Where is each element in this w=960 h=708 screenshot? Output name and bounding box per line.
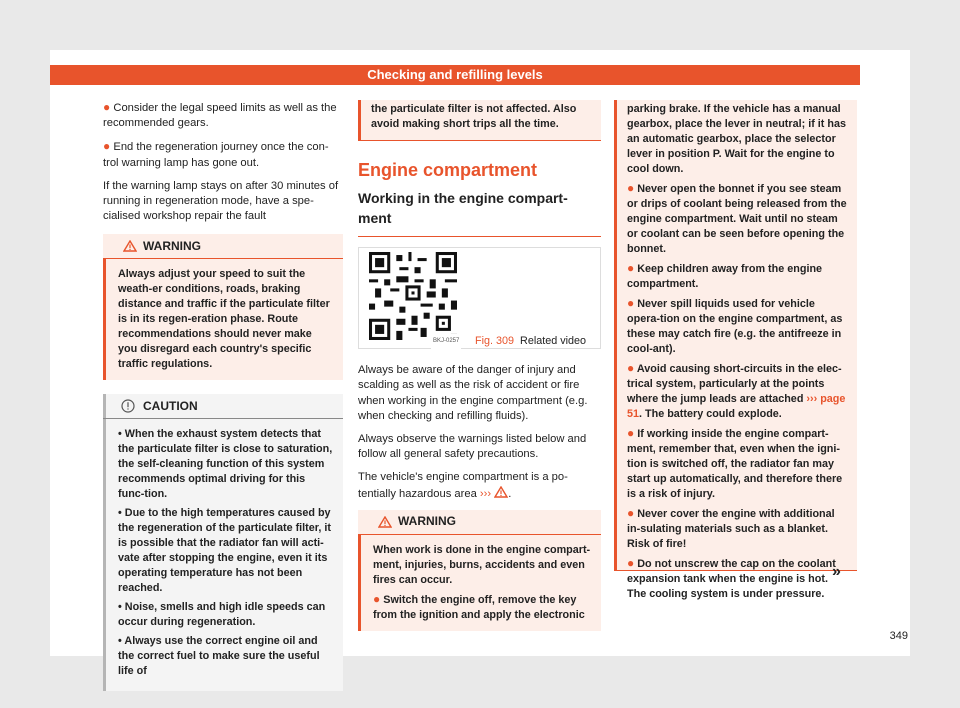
paragraph: The vehicle's engine compartment is a po-tentially hazardous area ››› .: [358, 471, 568, 500]
bullet-icon: ●: [103, 139, 111, 154]
figure-code: BKJ-0257: [431, 334, 461, 349]
list-item: • Always use the correct engine oil and the correct fuel to make sure the useful life of: [118, 635, 320, 678]
list-item: ● Consider the legal speed limits as well as the recommended gears.: [103, 100, 337, 130]
figure: [358, 247, 601, 349]
list-item: ● Never open the bonnet if you see steam or drips of coolant being released from the engine compartment. Wait until no steam or coolant can be seen before opening the bonnet.: [627, 181, 847, 255]
warning-text: When work is done in the engine compart-ment, injuries, burns, accidents and even fires can occur. ● Switch the engine off, remove the key from the ignition and apply the electronic: [373, 543, 591, 621]
list-item: ● Switch the engine off, remove the key from the ignition and apply the electronic: [373, 591, 585, 621]
list-item: ● Do not unscrew the cap on the coolant expansion tank when the engine is hot. The cooling system is under pressure.: [627, 556, 836, 600]
paragraph: Always be aware of the danger of injury and scalding as well as the risk of accident or fire when working in the engine compartment (e.g. when checking and refilling fluids).: [358, 364, 588, 422]
list-item: • Due to the high temperatures caused by the regeneration of the particulate filter, it is possible that the radiator fan will acti-vate after stopping the engine, even it its operating temperature has not been reached.: [118, 507, 331, 595]
info-circle-icon: [121, 399, 135, 413]
caution-text: [106, 419, 343, 679]
warning-header: WARNING: [358, 510, 601, 535]
list-item: • When the exhaust system detects that the particulate filter is close to saturation, the self-cleaning function of this system recommends optimal driving for this func-tion.: [118, 428, 333, 501]
page-header: Checking and refilling levels: [50, 65, 860, 85]
paragraph: Always observe the warnings listed below and follow all general safety precautions.: [358, 433, 587, 461]
list-item: • Noise, smells and high idle speeds can occur during regeneration.: [118, 601, 326, 629]
warning-text: Always adjust your speed to suit the weath-er conditions, roads, braking distance and traffic if the particulate filter is in its regen-eration phase. Route recommendations should never make you disregard each country's specific traffic regulations.: [118, 268, 330, 371]
warning-box: [358, 510, 601, 631]
bullet-icon: ●: [103, 100, 111, 114]
warning-continued-box: the particulate filter is not affected. Also avoid making short trips all the time.: [358, 100, 601, 141]
list-item: ● If working inside the engine compart-ment, remember that, even when the igni-tion is switched off, the radiator fan may start up automatically, and therefore there is a risk of injury.: [627, 426, 843, 500]
figure-caption: Fig. 309 Related video: [475, 335, 587, 348]
list-item: ● Avoid causing short-circuits in the elec-trical system, particularly at the points where the jump leads are attached ››› page 51. The battery could explode.: [627, 361, 846, 420]
list-item: ● Never spill liquids used for vehicle opera-tion on the engine compartment, as these may catch fire (e.g. the antifreeze in cool-ant).: [627, 296, 843, 355]
paragraph: If the warning lamp stays on after 30 minutes of running in regeneration mode, have a spe-cialised workshop repair the fault: [103, 179, 339, 223]
qr-code-icon[interactable]: [369, 252, 457, 340]
cross-reference-link[interactable]: ›››: [479, 487, 492, 500]
list-item: ● Never cover the engine with additional in-sulating materials such as a blanket. Risk of fire!: [627, 506, 835, 550]
page-link[interactable]: ››› page 51: [627, 393, 846, 420]
page-number: 349: [889, 630, 908, 642]
list-item: ● End the regeneration journey once the con-trol warning lamp has gone out.: [103, 139, 329, 169]
list-item: ● Keep children away from the engine compartment.: [627, 261, 823, 290]
warning-triangle-icon: [494, 486, 508, 498]
subsection-title: Working in the engine compart-ment: [358, 188, 601, 237]
warning-header: WARNING: [103, 234, 343, 259]
column-3: [614, 100, 857, 600]
column-1: [103, 100, 343, 691]
warning-triangle-icon: [378, 516, 392, 528]
warning-box: [103, 234, 343, 380]
column-2: [358, 100, 601, 631]
caution-header: CAUTION: [103, 394, 343, 419]
section-title: Engine compartment: [358, 160, 538, 180]
continue-arrow-icon: »: [832, 563, 841, 580]
warning-triangle-icon: [123, 240, 137, 252]
warning-continued-box: parking brake. If the vehicle has a manual gearbox, place the lever in neutral; if it has an automatic gearbox, place the selector lever in position P. Wait for the engine to cool down. ● Never open the bonnet if you see steam or drips of coolant being released from the engine compartment. Wait until no steam or coolant can be seen before opening the bonnet. ● Keep children away from the engine compartment. ● Never spill liquids used for vehicle opera-tion on the engine compartment, as these may catch fire (e.g. the antifreeze in cool-ant). ● Avoid causing short-circuits in the elec-trical system, particularly at the points where the jump leads are attached ››› page 51. The battery could explode. ● If working inside the engine compart-ment, remember that, even when the igni-tion is switched off, the radiator fan may start up automatically, and therefore there is a risk of injury. ● Never cover the engine with additional in-sulating materials such as a blanket. Risk of fire! ● Do not unscrew the cap on the coolant expansion tank when the engine is hot. The cooling system is under pressure.: [614, 100, 857, 571]
caution-box: [103, 394, 343, 691]
